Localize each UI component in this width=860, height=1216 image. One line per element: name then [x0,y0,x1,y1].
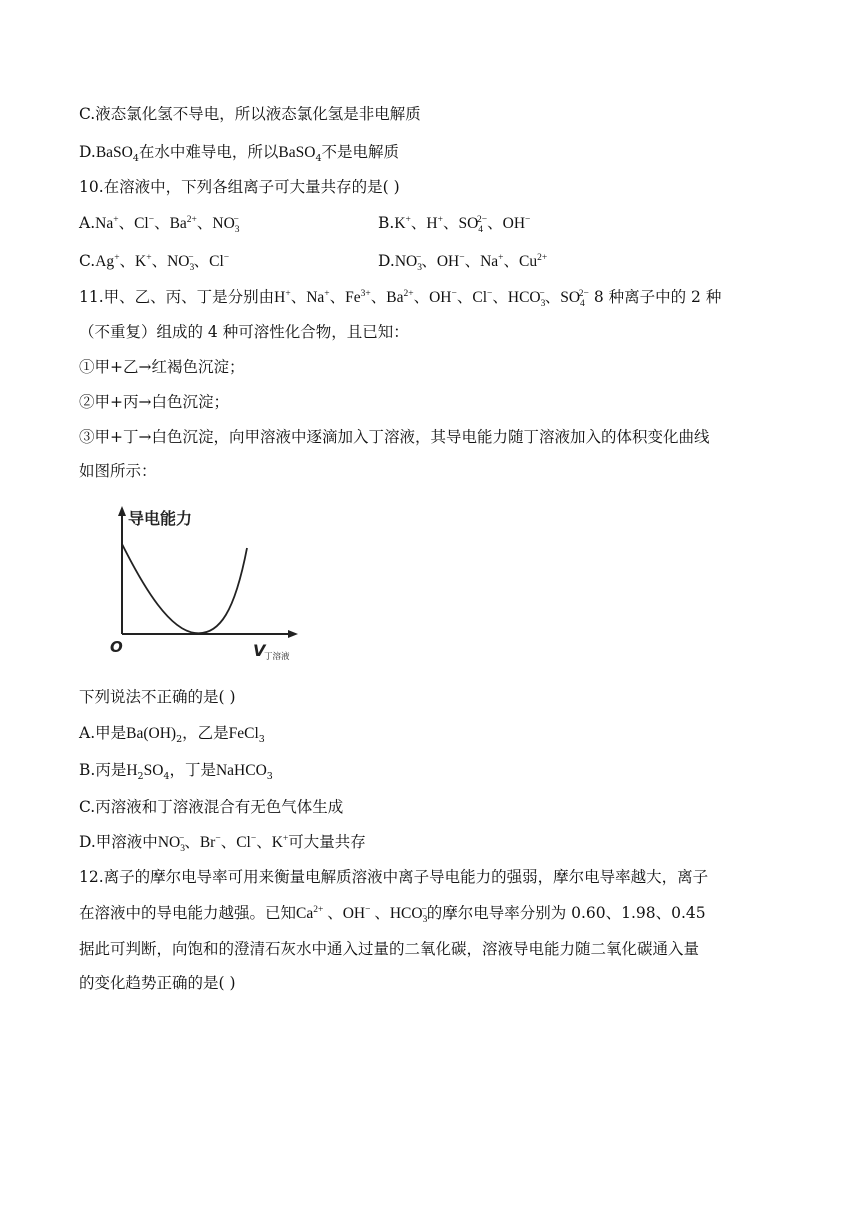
q11-stem: 11.甲、乙、丙、丁是分别由H+、Na+、$Fe^{3+}$、$Ba^{2+}$、OH−、Cl−、$HCO_3^-$、$SO_4^{2-}$ 8 种离子中的 2 种 [79,288,722,310]
q11-condition-3: ③甲+丁→白色沉淀，向甲溶液中逐滴加入丁溶液，其导电能力随丁溶液加入的体积变化曲线 [79,428,710,446]
q11-condition-3-line2: 如图所示： [79,462,157,480]
q9-option-c: C.液态氯化氢不导电，所以液态氯化氢是非电解质 [79,105,421,123]
q10-option-c: C.Ag+、K+、$NO_3^-$、Cl− [79,252,230,274]
q10-option-d: $D.NO_3^-$、OH−、Na+、$Cu^{2+}$ [378,252,548,274]
q11-question: 下列说法不正确的是( ) [79,688,236,706]
q10-option-a: A.Na+、Cl−、$Ba^{2+}$、$NO_3^-$ [79,214,240,236]
conductivity-curve [122,544,247,633]
x-axis-label-subscript: 丁溶液 [264,652,290,662]
x-axis-label: V [253,641,266,660]
x-axis-arrow [288,630,298,638]
q11-option-b: B.丙是$H_2SO_4$，丁是NaHCO$_3$ [79,761,273,783]
q12-stem-line3: 据此可判断，向饱和的澄清石灰水中通入过量的二氧化碳，溶液导电能力随二氧化碳通入量 [79,940,700,958]
q11-option-d: D.甲溶液中$NO_3^-$、Br−、Cl−、K+可大量共存 [79,833,366,855]
q12-stem-line4: 的变化趋势正确的是( ) [79,974,236,992]
q9-option-d: D.BaSO$_4$在水中难导电，所以BaSO$_4$不是电解质 [79,143,400,165]
q11-option-c: C.丙溶液和丁溶液混合有无色气体生成 [79,798,344,816]
q11-stem-line2: （不重复）组成的 4 种可溶性化合物，且已知： [79,323,409,341]
q11-condition-2: ②甲+丙→白色沉淀； [79,393,229,411]
q10-option-b: B.K+、H+、$SO_4^{2-}$、OH− [378,214,531,236]
q11-condition-1: ①甲+乙→红褐色沉淀； [79,358,245,376]
y-axis-label: 导电能力 [128,509,193,528]
q12-stem-line2: 在溶液中的导电能力越强。已知$Ca^{2+}$ 、OH− 、$HCO_3^-$的摩尔电导率分别为 0.60、1.98、0.45 [79,904,706,926]
y-axis-arrow [118,506,126,516]
conductivity-graph [100,500,310,670]
q12-stem-line1: 12.离子的摩尔电导率可用来衡量电解质溶液中离子导电能力的强弱，摩尔电导率越大，离子 [79,868,709,886]
q11-option-a: A.甲是$Ba(OH)_2$，乙是FeCl$_3$ [79,724,265,746]
origin-label: O [110,638,123,656]
q10-stem: 10.在溶液中，下列各组离子可大量共存的是( ) [79,178,400,196]
